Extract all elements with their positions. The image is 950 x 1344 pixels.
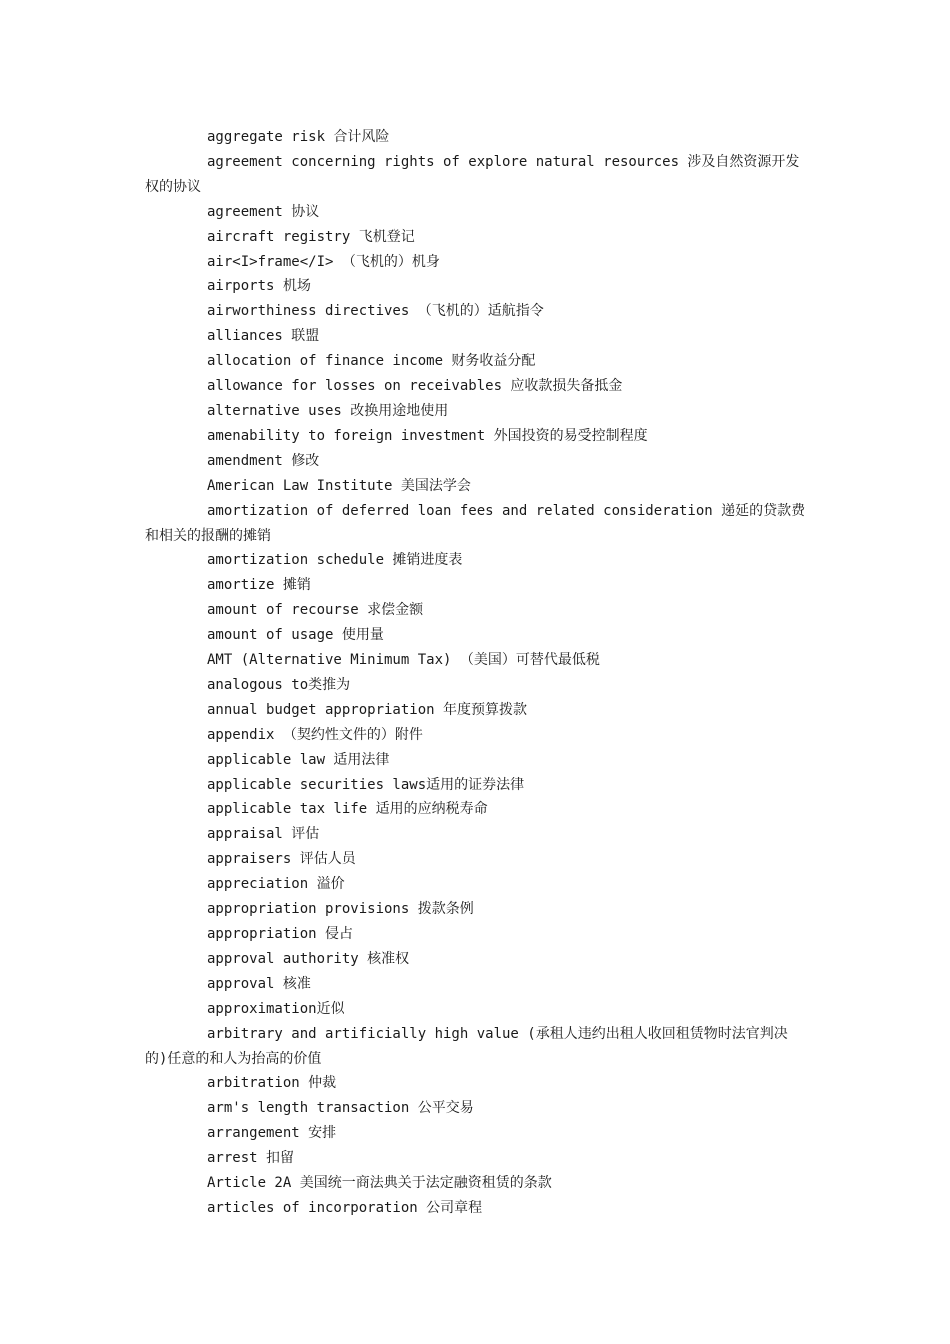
glossary-entry: arbitration 仲裁 [207,1075,337,1092]
glossary-entry: amortize 摊销 [207,577,311,594]
glossary-entry: amortization schedule 摊销进度表 [207,552,463,569]
glossary-entry: appropriation provisions 拨款条例 [207,901,474,918]
glossary-entry: allowance for losses on receivables 应收款损失备抵金 [207,378,623,395]
glossary-entry: amortization of deferred loan fees and related consideration 递延的贷款费和相关的报酬的摊销 [145,502,806,544]
glossary-entry: alternative uses 改换用途地使用 [207,402,449,419]
glossary-entry: arbitrary and artificially high value (承租人违约出租人收回租赁物时法官判决的)任意的和人为抬高的价值 [145,1025,788,1067]
glossary-entry: applicable securities laws适用的证券法律 [207,776,525,793]
glossary-entry: appendix （契约性文件的）附件 [207,726,423,743]
glossary-entry: analogous to类推为 [207,676,351,693]
glossary-entry: approval authority 核准权 [207,950,410,967]
glossary-list [145,125,810,1221]
glossary-entry: agreement 协议 [207,203,320,220]
glossary-entry: arrest 扣留 [207,1150,295,1167]
glossary-entry: arm's length transaction 公平交易 [207,1100,474,1117]
glossary-entry: aircraft registry 飞机登记 [207,228,415,245]
glossary-entry: appraisal 评估 [207,826,320,843]
glossary-entry: appreciation 溢价 [207,876,345,893]
glossary-entry: airports 机场 [207,278,311,295]
glossary-entry: aggregate risk 合计风险 [207,129,390,145]
glossary-entry: alliances 联盟 [207,328,320,345]
glossary-entry: amenability to foreign investment 外国投资的易受控制程度 [207,427,648,444]
glossary-entry: amount of recourse 求偿金额 [207,602,424,619]
glossary-entry: appropriation 侵占 [207,926,354,942]
glossary-entry: American Law Institute 美国法学会 [207,477,471,494]
glossary-entry: agreement concerning rights of explore natural resources 涉及自然资源开发权的协议 [145,153,800,195]
glossary-entry: articles of incorporation 公司章程 [207,1199,483,1216]
glossary-entry: allocation of finance income 财务收益分配 [207,353,536,370]
glossary-entry: arrangement 安排 [207,1125,337,1142]
glossary-entry: amount of usage 使用量 [207,627,384,644]
glossary-entry: applicable law 适用法律 [207,751,390,768]
glossary-entry: airworthiness directives （飞机的）适航指令 [207,303,544,320]
glossary-entry: appraisers 评估人员 [207,851,356,868]
glossary-entry: AMT (Alternative Minimum Tax) （美国）可替代最低税 [207,652,600,669]
glossary-entry: amendment 修改 [207,452,320,469]
glossary-entry: approximation近似 [207,1000,345,1017]
glossary-entry: annual budget appropriation 年度预算拨款 [207,701,528,718]
glossary-entry: Article 2A 美国统一商法典关于法定融资租赁的条款 [207,1175,552,1192]
glossary-entry: approval 核准 [207,975,311,992]
glossary-entry: air<I>frame</I> （飞机的）机身 [207,253,440,270]
glossary-entry: applicable tax life 适用的应纳税寿命 [207,801,488,818]
